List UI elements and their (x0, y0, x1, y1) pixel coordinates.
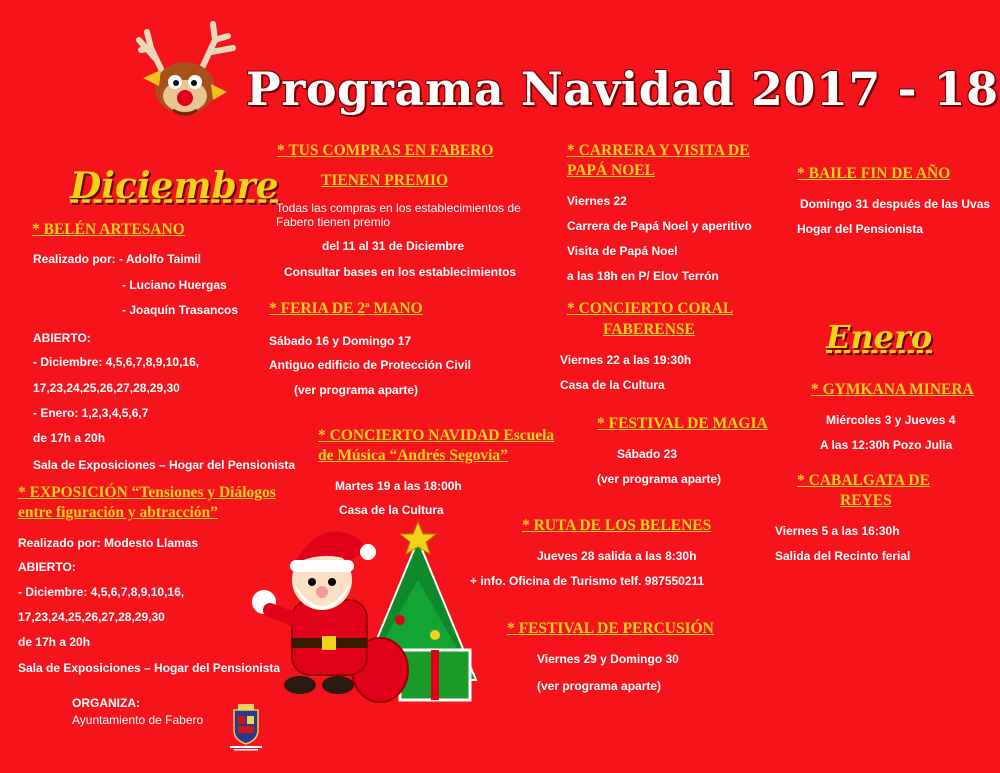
carrera-hora: a las 18h en P/ Elov Terrón (567, 269, 719, 283)
coral-heading-1: * CONCIERTO CORAL (567, 300, 734, 317)
compras-text-2: Fabero tienen premio (276, 215, 391, 229)
belen-sala: Sala de Exposiciones – Hogar del Pensionista (33, 458, 296, 472)
gymkana-heading: * GYMKANA MINERA (811, 381, 974, 398)
expo-abierto: ABIERTO: (18, 560, 76, 574)
expo-heading-1: * EXPOSICIÓN “Tensiones y Diálogos (18, 484, 276, 501)
gymkana-hora: A las 12:30h Pozo Julia (820, 438, 953, 452)
expo-sala: Sala de Exposiciones – Hogar del Pensionista (18, 661, 281, 675)
cabalgata-fecha: Viernes 5 a las 16:30h (775, 524, 900, 538)
santa-tree-icon (250, 520, 480, 705)
concierto-fecha: Martes 19 a las 18:00h (335, 479, 462, 493)
compras-text-1: Todas las compras en los establecimientos de (276, 201, 521, 215)
ruta-fecha: Jueves 28 salida a las 8:30h (537, 549, 697, 563)
gymkana-fecha: Miércoles 3 y Jueves 4 (826, 413, 956, 427)
concierto-heading-1: * CONCIERTO NAVIDAD Escuela (318, 427, 555, 444)
feria-heading: * FERIA DE 2ª MANO (269, 300, 423, 317)
cabalgata-heading-2: REYES (840, 492, 892, 509)
compras-heading-1: * TUS COMPRAS EN FABERO (277, 142, 494, 159)
coral-heading-2: FABERENSE (603, 321, 695, 338)
ruta-heading: * RUTA DE LOS BELENES (522, 517, 712, 534)
ruta-info: + info. Oficina de Turismo telf. 987550211 (470, 574, 705, 588)
concierto-lugar: Casa de la Cultura (339, 503, 444, 517)
month-diciembre: Diciembre (70, 165, 279, 207)
belen-abierto: ABIERTO: (33, 331, 91, 345)
magia-heading: * FESTIVAL DE MAGIA (597, 415, 768, 432)
baile-heading: * BAILE FIN DE AÑO (797, 165, 951, 182)
compras-heading-2: TIENEN PREMIO (321, 172, 449, 189)
page-title: Programa Navidad 2017 - 18 (246, 62, 999, 116)
organiza-ayto: Ayuntamiento de Fabero (72, 713, 204, 727)
expo-dic-1: - Diciembre: 4,5,6,7,8,9,10,16, (18, 585, 185, 599)
expo-heading-2: entre figuración y abtracción” (18, 504, 218, 521)
cabalgata-heading-1: * CABALGATA DE (797, 472, 930, 489)
compras-fechas: del 11 al 31 de Diciembre (322, 239, 465, 253)
carrera-heading-1: * CARRERA Y VISITA DE (567, 142, 750, 159)
crest-icon (226, 700, 266, 752)
expo-hora: de 17h a 20h (18, 635, 91, 649)
percusion-fecha: Viernes 29 y Domingo 30 (537, 652, 679, 666)
expo-dic-2: 17,23,24,25,26,27,28,29,30 (18, 610, 165, 624)
belen-author-3: - Joaquín Trasancos (122, 303, 239, 317)
percusion-programa: (ver programa aparte) (537, 679, 662, 693)
coral-fecha: Viernes 22 a las 19:30h (560, 353, 692, 367)
feria-programa: (ver programa aparte) (294, 383, 419, 397)
carrera-fecha: Viernes 22 (567, 194, 627, 208)
reindeer-icon (133, 18, 248, 128)
concierto-heading-2: de Música “Andrés Segovia” (318, 447, 508, 464)
baile-fecha: Domingo 31 después de las Uvas (800, 197, 991, 211)
organiza-label: ORGANIZA: (72, 696, 140, 710)
baile-lugar: Hogar del Pensionista (797, 222, 924, 236)
feria-fecha: Sábado 16 y Domingo 17 (269, 334, 412, 348)
coral-lugar: Casa de la Cultura (560, 378, 665, 392)
carrera-aperitivo: Carrera de Papá Noel y aperitivo (567, 219, 752, 233)
magia-fecha: Sábado 23 (617, 447, 678, 461)
month-enero: Enero (826, 318, 933, 356)
belen-author-2: - Luciano Huergas (122, 278, 227, 292)
compras-bases: Consultar bases en los establecimientos (284, 265, 517, 279)
feria-lugar: Antiguo edificio de Protección Civil (269, 358, 472, 372)
cabalgata-lugar: Salida del Recinto ferial (775, 549, 911, 563)
carrera-heading-2: PAPÁ NOEL (567, 162, 655, 179)
belen-hora: de 17h a 20h (33, 431, 106, 445)
belen-dic-2: 17,23,24,25,26,27,28,29,30 (33, 381, 180, 395)
belen-dic-1: - Diciembre: 4,5,6,7,8,9,10,16, (33, 355, 200, 369)
carrera-visita: Visita de Papá Noel (567, 244, 678, 258)
belen-author-1: Realizado por: - Adolfo Taimil (33, 252, 201, 266)
belen-heading: * BELÉN ARTESANO (32, 221, 185, 238)
magia-programa: (ver programa aparte) (597, 472, 722, 486)
belen-enero: - Enero: 1,2,3,4,5,6,7 (33, 406, 149, 420)
expo-author: Realizado por: Modesto Llamas (18, 536, 199, 550)
percusion-heading: * FESTIVAL DE PERCUSIÓN (507, 620, 714, 637)
